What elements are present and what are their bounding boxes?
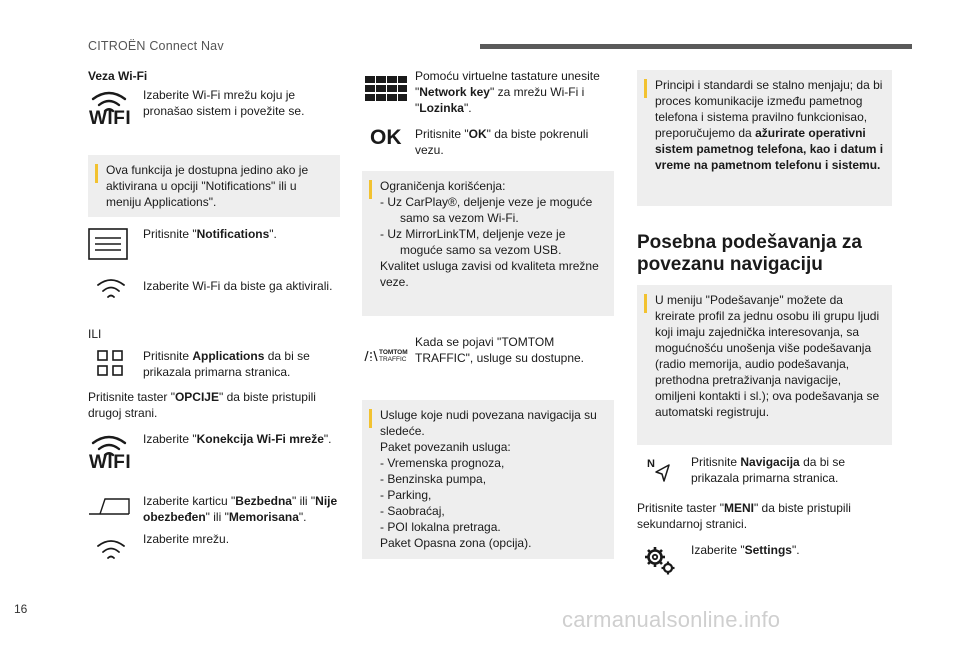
wifi-label: WIFI [89,452,132,473]
para-menu: Pritisnite taster "MENI" da biste pristupili sekundarnoj stranici. [637,501,851,531]
wifi-icon [96,537,126,565]
gear-icon [643,544,677,576]
step-enter-key: Pomoću virtuelne tastature unesite "Network key" za mrežu Wi-Fi i "Lozinka". [415,69,600,115]
note-text: Principi i standardi se stalno menjaju; da bi proces komunikacije između pametnog telefona i sistema pravilno funkcionisao, preporučujemo da ažurirate operativni sistem pametnog telefona, kao i datum i vreme na pametnom telefonu i sistemu. [655,78,884,172]
step-wifi-connection: Izaberite "Konekcija Wi-Fi mreže". [143,432,332,446]
step-select-network-2: Izaberite mrežu. [143,532,230,546]
wifi-icon [88,428,130,476]
notifications-list-icon [88,226,128,262]
watermark: carmanualsonline.info [562,607,781,632]
step-activate-wifi: Izaberite Wi-Fi da biste ga aktivirali. [143,279,333,293]
note-box-notifications [88,155,340,217]
header-title: CITROËN Connect Nav [88,39,224,53]
note-text: U meniju "Podešavanje" možete da kreirate profil za jednu osobu ili grupu ljudi koji imaju zajednička interesovanja, sa mogućnošću unošenja više podešavanja (radio memorija, audio podešavanja, prethodna pretraživanja navigacije, omiljeni kontakti i sl.); ova podešavanja se automatski registruju. [655,293,880,419]
note-box-standards [637,70,892,206]
tab-selector-icon [88,496,130,518]
note-box-services [362,400,614,559]
note-accent-bar [644,294,647,313]
header-bar [480,44,912,49]
page-number: 16 [14,602,28,616]
step-select-tab: Izaberite karticu "Bezbedna" ili "Nije obezbeđen" ili "Memorisana". [143,494,338,524]
ok-icon: OK [370,126,402,149]
note-text: Ova funkcija je dostupna jedino ako je aktivirana u opciji "Notifications" ili u meniju Applications". [106,163,309,209]
note-text: Ograničenja korišćenja: - Uz CarPlay®, deljenje veze je moguće samo sa vezom Wi-Fi. - Uz MirrorLinkTM, deljenje veze je moguće samo sa vezom USB. Kvalitet usluga zavisi od kvaliteta mrežne veze. [380,179,599,289]
step-press-ok: Pritisnite "OK" da biste pokrenuli vezu. [415,127,589,157]
keyboard-icon [365,76,407,104]
note-text: Usluge koje nudi povezana navigacija su sledeće. Paket povezanih usluga: - Vremenska prognoza, - Benzinska pumpa, - Parking, - Saobraćaj, - POI lokalna pretraga. Paket Opasna zona (opcija). [380,408,597,550]
section-heading-wifi: Veza Wi-Fi [88,69,148,83]
note-accent-bar [644,79,647,98]
tomtom-traffic-icon: TOMTOM TRAFFIC [364,349,412,365]
note-accent-bar [369,409,372,428]
wifi-icon [88,84,130,132]
step-tomtom-traffic: Kada se pojavi "TOMTOM TRAFFIC", usluge su dostupne. [415,335,585,365]
step-press-applications: Pritisnite Applications da bi se prikazala primarna stranica. [143,349,310,379]
note-accent-bar [95,164,98,183]
note-box-limitations [362,171,614,316]
step-press-notifications: Pritisnite "Notifications". [143,227,277,241]
applications-grid-icon [97,350,123,376]
step-select-settings: Izaberite "Settings". [691,543,800,557]
ili-label: ILI [88,327,102,341]
note-box-settings [637,285,892,445]
para-options: Pritisnite taster "OPCIJE" da biste pristupili drugoj strani. [88,390,316,420]
section-heading-navigation: Posebna podešavanja za povezanu navigaciju [637,232,862,275]
wifi-icon [96,276,126,304]
navigation-arrow-icon: N [645,458,671,484]
note-accent-bar [369,180,372,199]
wifi-label: WIFI [89,108,132,129]
step-press-navigation: Pritisnite Navigacija da bi se prikazala primarna stranica. [691,455,846,485]
step-select-network: Izaberite Wi-Fi mrežu koju je pronašao sistem i povežite se. [143,88,305,118]
